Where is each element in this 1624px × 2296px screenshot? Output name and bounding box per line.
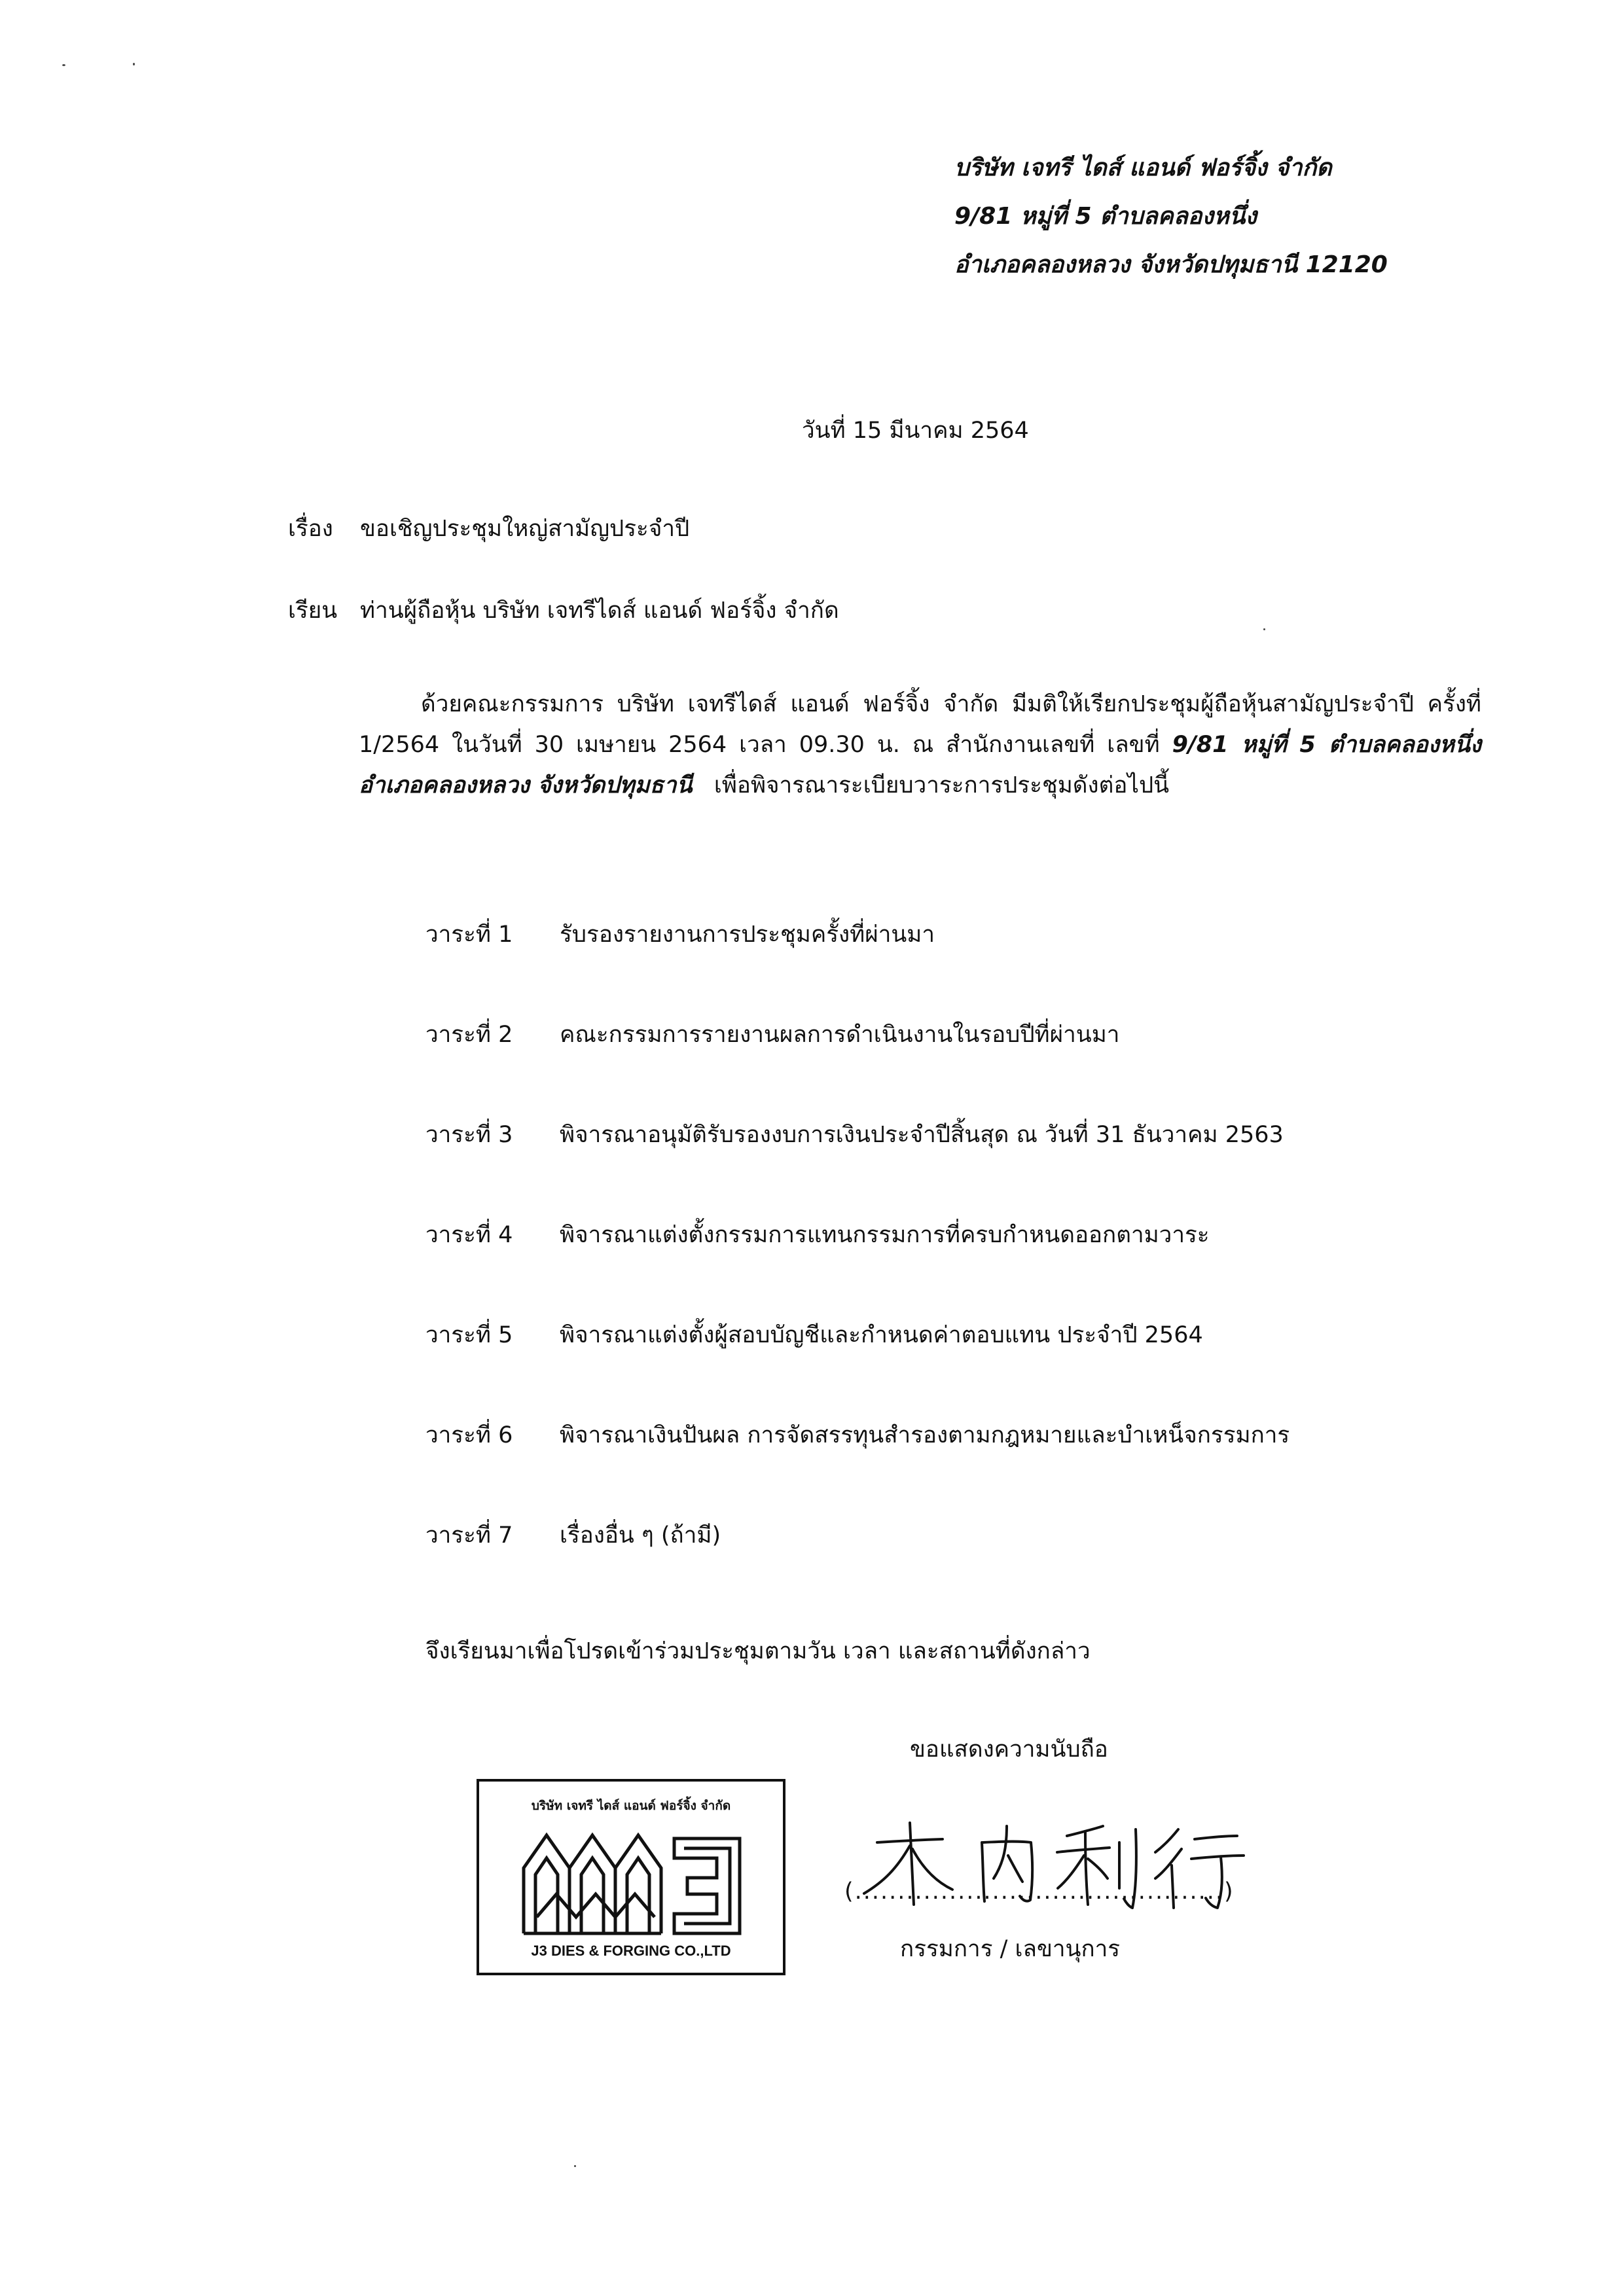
signature-area: [844, 1816, 1250, 1914]
body-text-part1: ด้วยคณะกรรมการ บริษัท เจทรีไดส์ แอนด์ ฟอร์จิ้ง จำกัด มีมติให้เรียกประชุมผู้ถือหุ้นสามัญประจำปี ครั้งที่ 1/2564 ในวันที่ 30 เมษายน 2564 เวลา 09.30 น. ณ สำนักงานเลขที่ เลขที่: [359, 691, 1481, 758]
agenda-text: พิจารณาอนุมัติรับรองงบการเงินประจำปีสิ้นสุด ณ วันที่ 31 ธันวาคม 2563: [560, 1122, 1284, 1148]
recipient-label: เรียน: [288, 598, 338, 624]
agenda-item: [425, 1217, 1210, 1253]
agenda-item: [425, 1317, 1203, 1353]
agenda-text: คณะกรรมการรายงานผลการดำเนินงานในรอบปีที่ผ่านมา: [560, 1022, 1120, 1048]
closing-sentence: จึงเรียนมาเพื่อโปรดเข้าร่วมประชุมตามวัน เวลา และสถานที่ดังกล่าว: [425, 1638, 1091, 1664]
agenda-text: พิจารณาเงินปันผล การจัดสรรทุนสำรองตามกฎหมายและบำเหน็จกรรมการ: [560, 1422, 1290, 1448]
scan-speck: [62, 64, 65, 66]
company-address-line1: 9/81 หมู่ที่ 5 ตำบลคลองหนึ่ง: [954, 203, 1257, 230]
agenda-text: เรื่องอื่น ๆ (ถ้ามี): [560, 1522, 721, 1549]
agenda-number: วาระที่ 7: [425, 1522, 513, 1549]
stamp-company-thai: บริษัท เจทรี ไดส์ แอนด์ ฟอร์จิ้ง จำกัด: [531, 1799, 731, 1813]
body-paragraph: [359, 684, 1481, 806]
meeting-location: 9/81 หมู่ที่ 5 ตำบลคลองหนึ่ง อำเภอคลองหลวง จังหวัดปทุมธานี: [359, 732, 1481, 798]
scan-speck: [574, 2165, 576, 2167]
stamp-company-english: J3 DIES & FORGING CO.,LTD: [531, 1943, 731, 1959]
subject-value: ขอเชิญประชุมใหญ่สามัญประจำปี: [360, 516, 690, 542]
company-name: บริษัท เจทรี ไดส์ แอนด์ ฟอร์จิ้ง จำกัด: [954, 154, 1332, 181]
company-address-line2: อำเภอคลองหลวง จังหวัดปทุมธานี 12120: [954, 251, 1388, 278]
agenda-number: วาระที่ 1: [425, 922, 513, 948]
agenda-item: [425, 916, 935, 952]
agenda-number: วาระที่ 4: [425, 1222, 513, 1248]
letter-date: วันที่ 15 มีนาคม 2564: [802, 418, 1029, 444]
signature-line: (...........................................): [844, 1878, 1235, 1905]
j3-logo-icon: [517, 1822, 753, 1943]
company-header: [954, 144, 1388, 289]
agenda-item: [425, 1417, 1290, 1453]
signer-role: กรรมการ / เลขานุการ: [900, 1936, 1121, 1962]
agenda-number: วาระที่ 2: [425, 1022, 513, 1048]
agenda-text: รับรองรายงานการประชุมครั้งที่ผ่านมา: [560, 922, 935, 948]
agenda-item: [425, 1117, 1284, 1153]
subject-row: [288, 511, 689, 547]
agenda-text: พิจารณาแต่งตั้งกรรมการแทนกรรมการที่ครบกำหนดออกตามวาระ: [560, 1222, 1210, 1248]
agenda-number: วาระที่ 5: [425, 1322, 513, 1348]
body-text-part2: เพื่อพิจารณาระเบียบวาระการประชุมดังต่อไปนี้: [713, 772, 1170, 798]
agenda-number: วาระที่ 6: [425, 1422, 513, 1448]
recipient-value: ท่านผู้ถือหุ้น บริษัท เจทรีไดส์ แอนด์ ฟอร์จิ้ง จำกัด: [360, 598, 839, 624]
subject-label: เรื่อง: [288, 516, 333, 542]
scan-speck: [133, 63, 135, 65]
recipient-row: [288, 592, 839, 628]
scan-speck: [1263, 628, 1265, 630]
agenda-text: พิจารณาแต่งตั้งผู้สอบบัญชีและกำหนดค่าตอบแทน ประจำปี 2564: [560, 1322, 1203, 1348]
agenda-number: วาระที่ 3: [425, 1122, 513, 1148]
company-stamp: [477, 1779, 785, 1975]
regards-text: ขอแสดงความนับถือ: [910, 1736, 1108, 1763]
agenda-item: [425, 1016, 1119, 1052]
agenda-item: [425, 1517, 721, 1553]
